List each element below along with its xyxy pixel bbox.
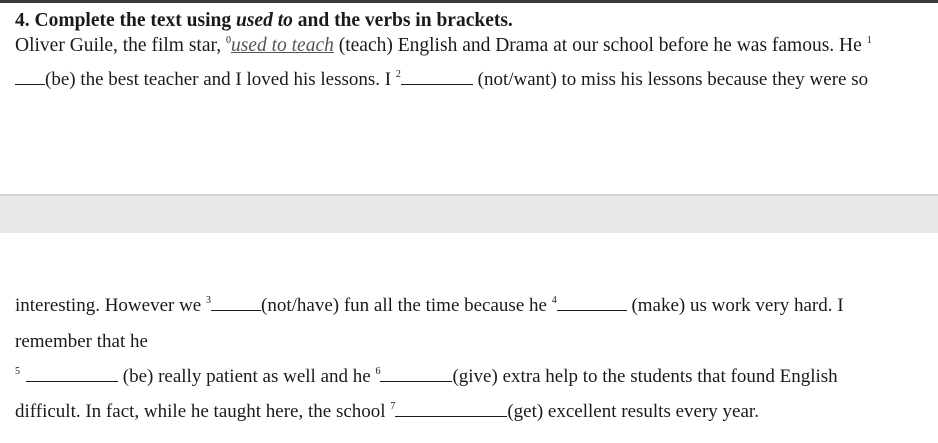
- title-prefix: 4. Complete the text using: [15, 10, 236, 31]
- answer-blank-2[interactable]: [401, 68, 473, 85]
- text-segment: (teach) English and Drama at our school before he was famous. He: [333, 35, 867, 56]
- text-line-4: [15, 330, 148, 354]
- gap-number-3: 3: [206, 295, 211, 306]
- answer-blank-1[interactable]: [15, 68, 45, 85]
- text-line-3: [15, 294, 844, 318]
- answer-blank-5[interactable]: [26, 365, 118, 382]
- answer-blank-3[interactable]: [211, 294, 261, 311]
- gap-number-0: 0: [225, 35, 231, 46]
- text-segment: (be) really patient as well and he: [118, 366, 376, 387]
- text-segment: remember that he: [15, 331, 148, 352]
- gap-number-1: 1: [866, 35, 872, 46]
- text-line-1: [15, 34, 872, 58]
- gap-number-4: 4: [551, 295, 557, 306]
- answer-blank-6[interactable]: [380, 365, 452, 382]
- answer-blank-4[interactable]: [557, 294, 627, 311]
- text-line-2: [15, 68, 868, 92]
- exercise-title: [15, 9, 513, 33]
- answer-blank-7[interactable]: [395, 400, 507, 417]
- text-segment: (make) us work very hard. I: [626, 295, 844, 316]
- text-segment: interesting. However we: [15, 295, 206, 316]
- gap-number-2: 2: [395, 69, 401, 80]
- text-segment: (get) excellent results every year.: [507, 401, 759, 422]
- example-answer: used to teach: [230, 35, 334, 56]
- text-segment: (give) extra help to the students that found English: [452, 366, 838, 387]
- text-segment: (not/have) fun all the time because he: [261, 295, 552, 316]
- text-segment: (not/want) to miss his lessons because they were so: [472, 69, 869, 90]
- text-line-5: [15, 365, 838, 389]
- title-emphasis: used to: [235, 10, 293, 31]
- text-line-6: [15, 400, 759, 424]
- text-segment: difficult. In fact, while he taught here, the school: [15, 401, 391, 422]
- gap-number-6: 6: [375, 366, 381, 377]
- top-border: [0, 0, 938, 3]
- gap-number-7: 7: [390, 401, 396, 412]
- gap-number-5: 5: [15, 366, 20, 377]
- text-segment: Oliver Guile, the film star,: [15, 35, 226, 56]
- title-suffix: and the verbs in brackets.: [292, 10, 513, 31]
- text-segment: (be) the best teacher and I loved his lessons. I: [45, 69, 396, 90]
- page-break-divider: [0, 194, 938, 233]
